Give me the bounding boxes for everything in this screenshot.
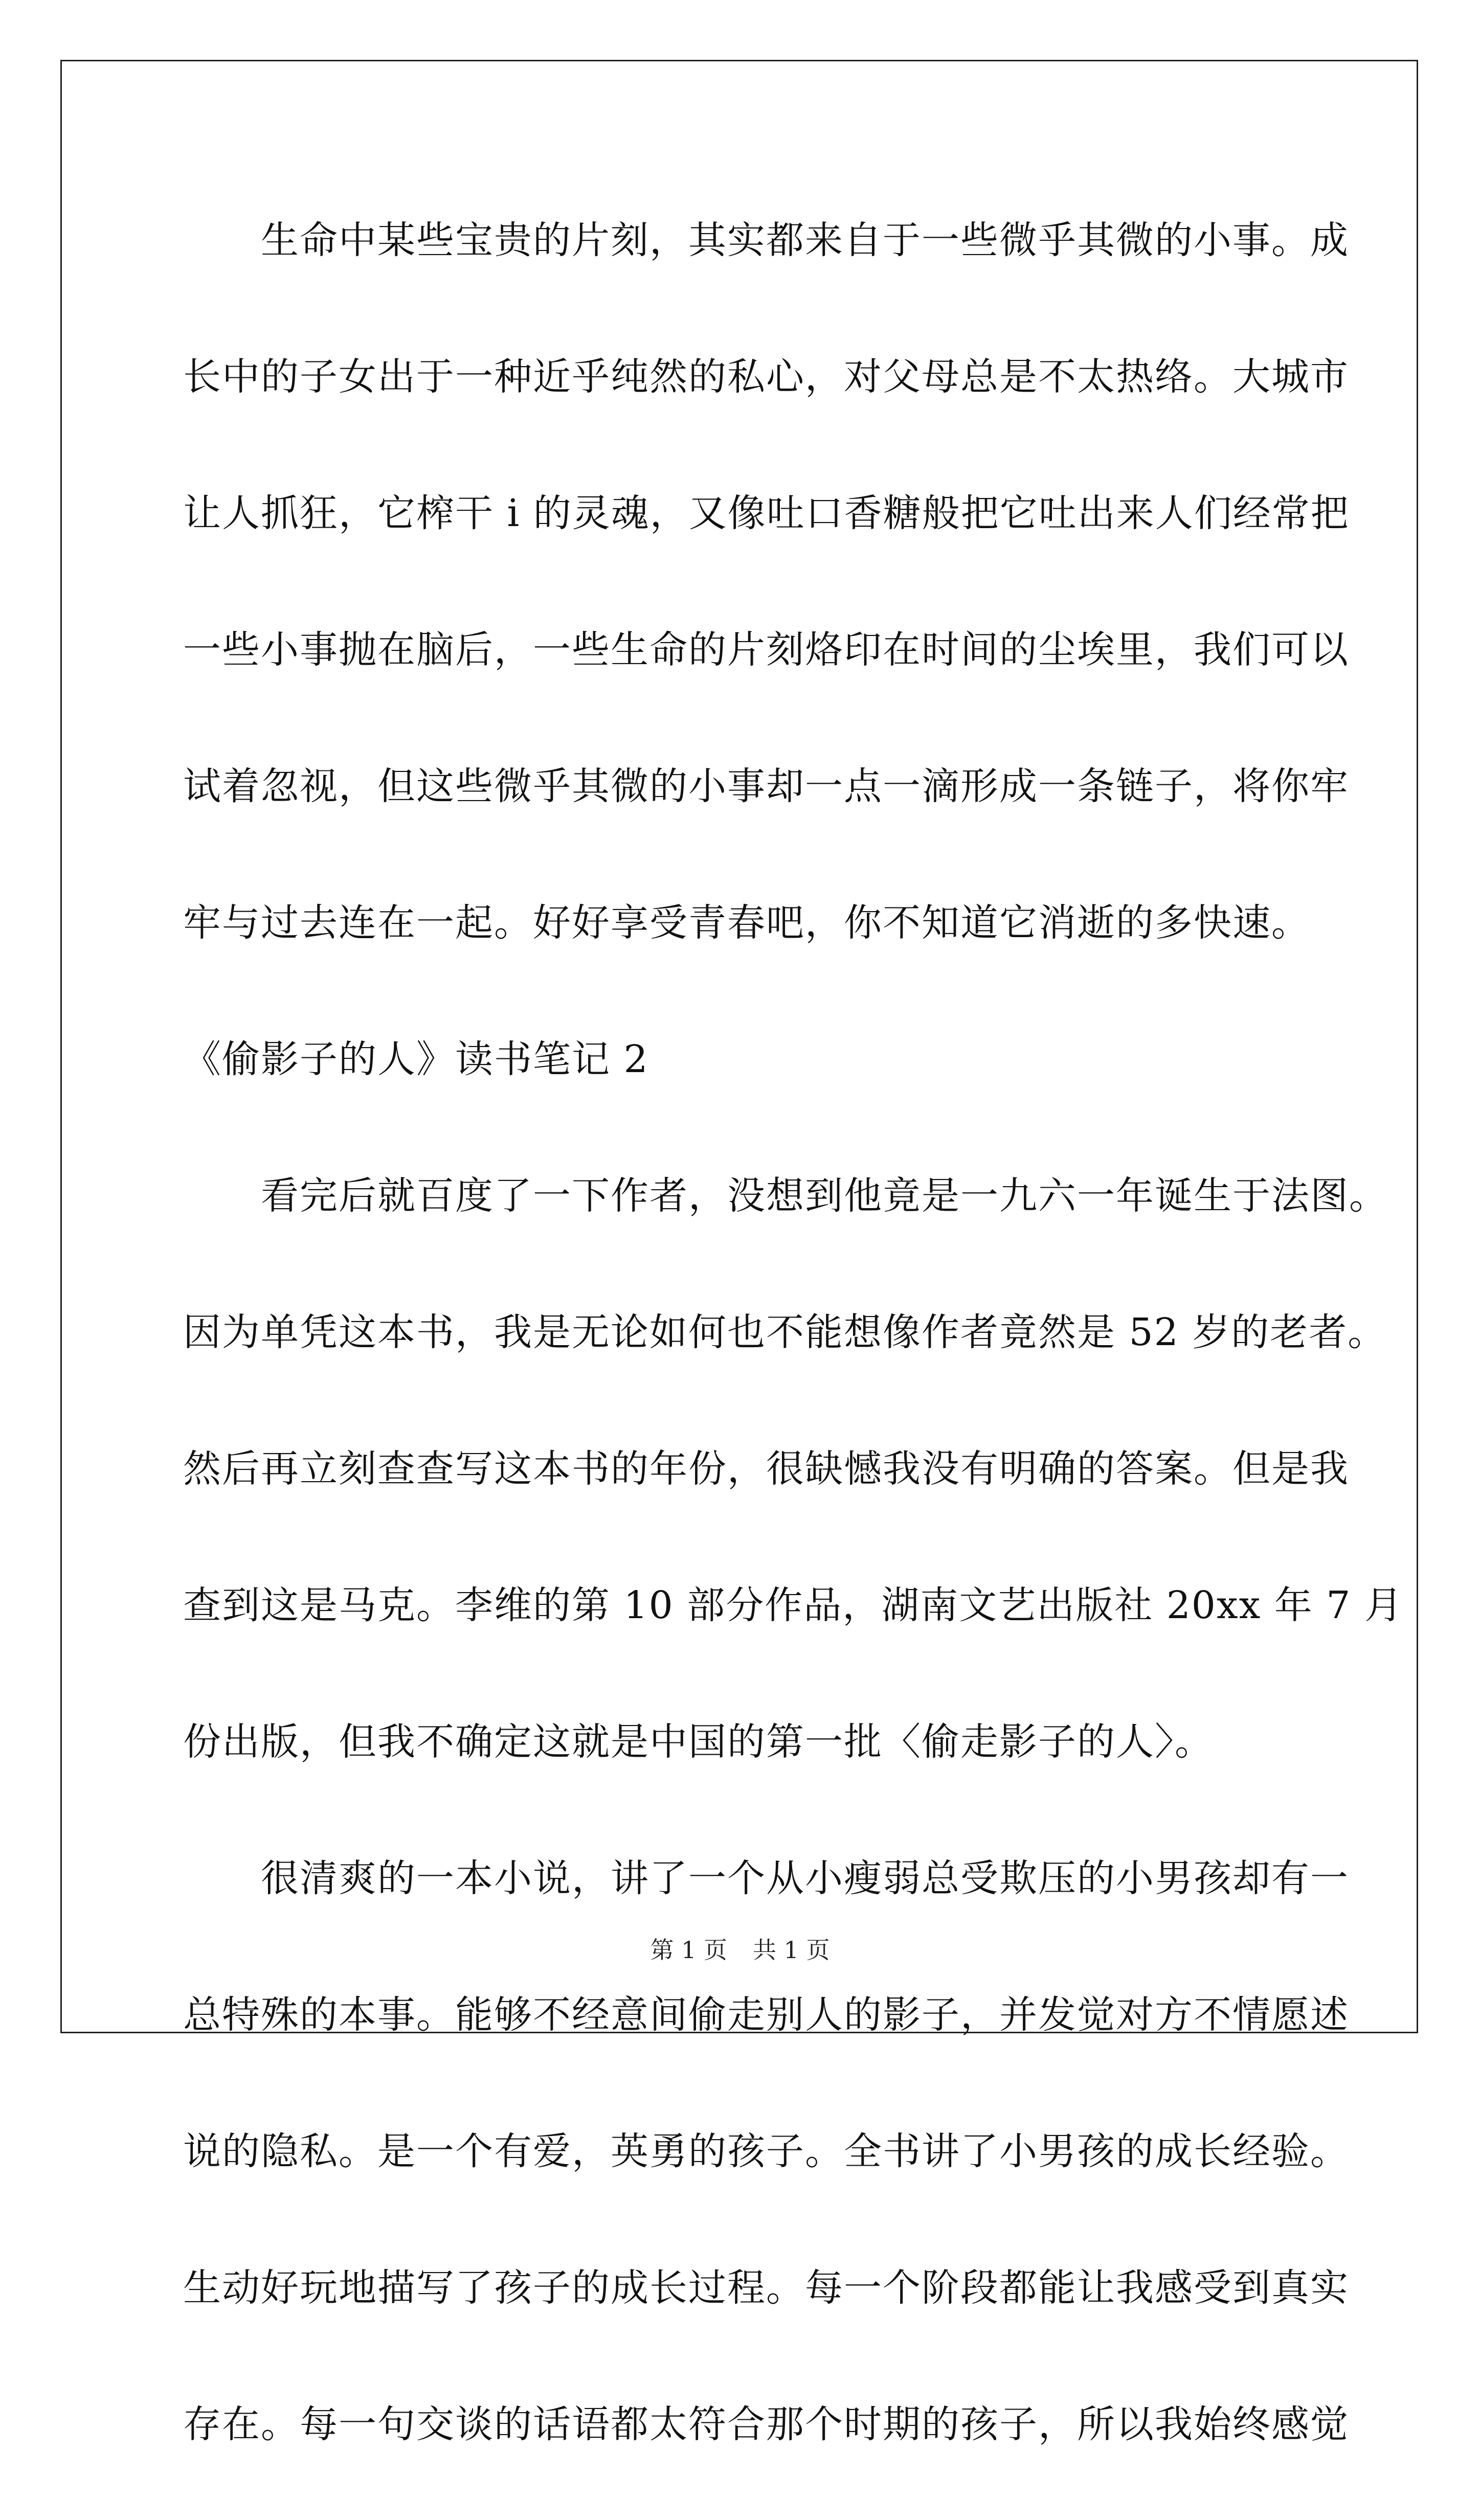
text-line: 份出版，但我不确定这就是中国的第一批〈偷走影子的人〉。 xyxy=(183,1720,1214,1764)
text-line: 查到这是马克。李维的第 10 部分作品，湖南文艺出版社 20xx 年 7 月 xyxy=(183,1583,1404,1627)
document-body xyxy=(183,199,1404,2520)
text-line: 牢与过去连在一起。好好享受青春吧，你不知道它消逝的多快速。 xyxy=(183,901,1310,945)
page-number: 第 1 页 xyxy=(650,1936,727,1964)
text-line: 总特殊的本事。能够不经意间偷走别人的影子，并发觉对方不情愿述 xyxy=(183,1993,1349,2037)
text-line: 存在。每一句交谈的话语都太符合那个时期的孩子，所以我始终感觉 xyxy=(183,2402,1349,2446)
page-total: 共 1 页 xyxy=(753,1936,830,1964)
text-line: 生动好玩地描写了孩子的成长过程。每一个阶段都能让我感受到真实 xyxy=(183,2266,1349,2310)
text-line: 一些小事抛在脑后，一些生命的片刻烙印在时间的尘埃里，我们可以 xyxy=(183,628,1349,672)
section-heading: 《偷影子的人》读书笔记 2 xyxy=(183,1037,649,1081)
text-line: 然后再立刻查查写这本书的年份，很缺憾我没有明确的答案。但是我 xyxy=(183,1447,1349,1491)
text-line: 长中的子女出于一种近乎纯然的私心，对父母总是不太热络。大城市 xyxy=(183,355,1349,399)
text-line: 很清爽的一本小说，讲了一个从小瘦弱总受欺压的小男孩却有一 xyxy=(183,1856,1349,1900)
page-footer xyxy=(0,1932,1480,1965)
text-line: 看完后就百度了一下作者，没想到他竟是一九六一年诞生于法图。 xyxy=(183,1174,1388,1218)
text-line: 让人抓狂，它榨干 i 的灵魂，又像吐口香糖般把它吐出来人们经常把 xyxy=(183,491,1350,535)
text-line: 说的隐私。是一个有爱，英勇的孩子。全书讲了小男孩的成长经验。 xyxy=(183,2129,1349,2173)
text-line: 因为单凭这本书，我是无论如何也不能想像作者竟然是 52 岁的老者。 xyxy=(183,1310,1387,1354)
text-line: 生命中某些宝贵的片刻，其实都来自于一些微乎其微的小事。成 xyxy=(183,218,1349,262)
text-line: 试着忽视，但这些微乎其微的小事却一点一滴形成一条链子，将你牢 xyxy=(183,764,1349,808)
